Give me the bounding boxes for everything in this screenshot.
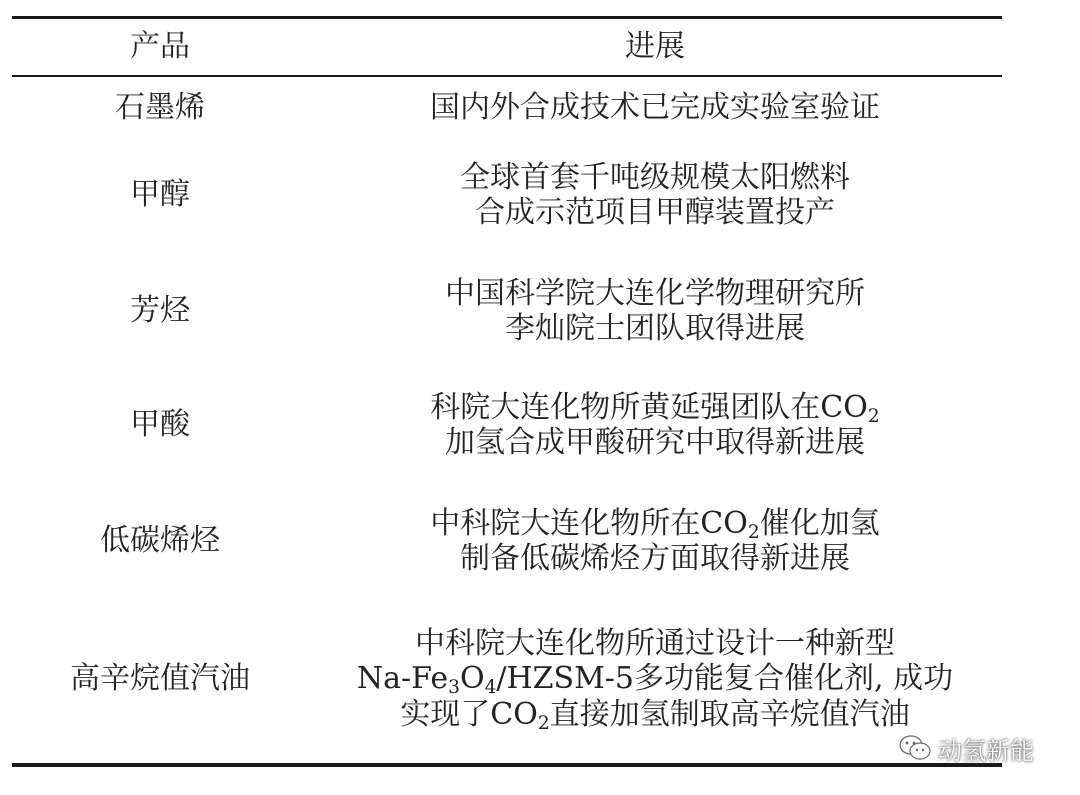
product-cell: 芳烃 <box>130 293 190 329</box>
product-cell: 甲酸 <box>130 407 190 443</box>
table-row-progress <box>308 378 1002 472</box>
table-row-progress <box>308 80 1002 136</box>
table-top-rule <box>12 16 1002 19</box>
progress-line: $Na-Fe_3O_4/HZSM-5$多功能复合催化剂, 成功 <box>356 661 954 699</box>
table-row-product <box>12 80 308 136</box>
table-row-product <box>12 148 308 242</box>
product-cell: 石墨烯 <box>115 90 205 126</box>
table-row-progress <box>308 148 1002 242</box>
progress-line: 中科院大连化物所通过设计一种新型 <box>415 626 895 662</box>
table-bottom-rule <box>12 763 1002 767</box>
watermark-text: 动氢新能 <box>938 736 1034 765</box>
product-cell: 高辛烷值汽油 <box>70 661 250 697</box>
progress-line: 全球首套千吨级规模太阳燃料 <box>460 159 850 195</box>
progress-line: 中科院大连化物所在$CO_2$催化加氢 <box>430 505 880 544</box>
table-row-product <box>12 264 308 358</box>
progress-line: 合成示范项目甲醇装置投产 <box>475 195 835 230</box>
table-header-rule <box>12 75 1002 77</box>
progress-line: 国内外合成技术已完成实验室验证 <box>430 90 880 126</box>
progress-line: 加氢合成甲酸研究中取得新进展 <box>445 425 865 460</box>
watermark <box>898 728 1034 768</box>
progress-line: 科院大连化物所黄延强团队在$CO_2$ <box>430 389 880 428</box>
table-row-progress <box>308 494 1002 588</box>
header-product <box>12 22 308 72</box>
progress-line: 中国科学院大连化学物理研究所 <box>445 275 865 311</box>
product-cell: 低碳烯烃 <box>100 523 220 559</box>
wechat-icon <box>898 733 932 763</box>
product-cell: 甲醇 <box>130 177 190 213</box>
header-progress-label: 进展 <box>625 29 685 65</box>
table-row-product <box>12 494 308 588</box>
table-row-product <box>12 378 308 472</box>
header-progress <box>308 22 1002 72</box>
table-row-progress <box>308 264 1002 358</box>
progress-line: 李灿院士团队取得进展 <box>505 311 805 346</box>
progress-line: 实现了$CO_2$直接加氢制取高辛烷值汽油 <box>400 696 910 734</box>
header-product-label: 产品 <box>130 29 190 65</box>
progress-line: 制备低碳烯烃方面取得新进展 <box>460 541 850 576</box>
table-row-product <box>12 604 308 754</box>
